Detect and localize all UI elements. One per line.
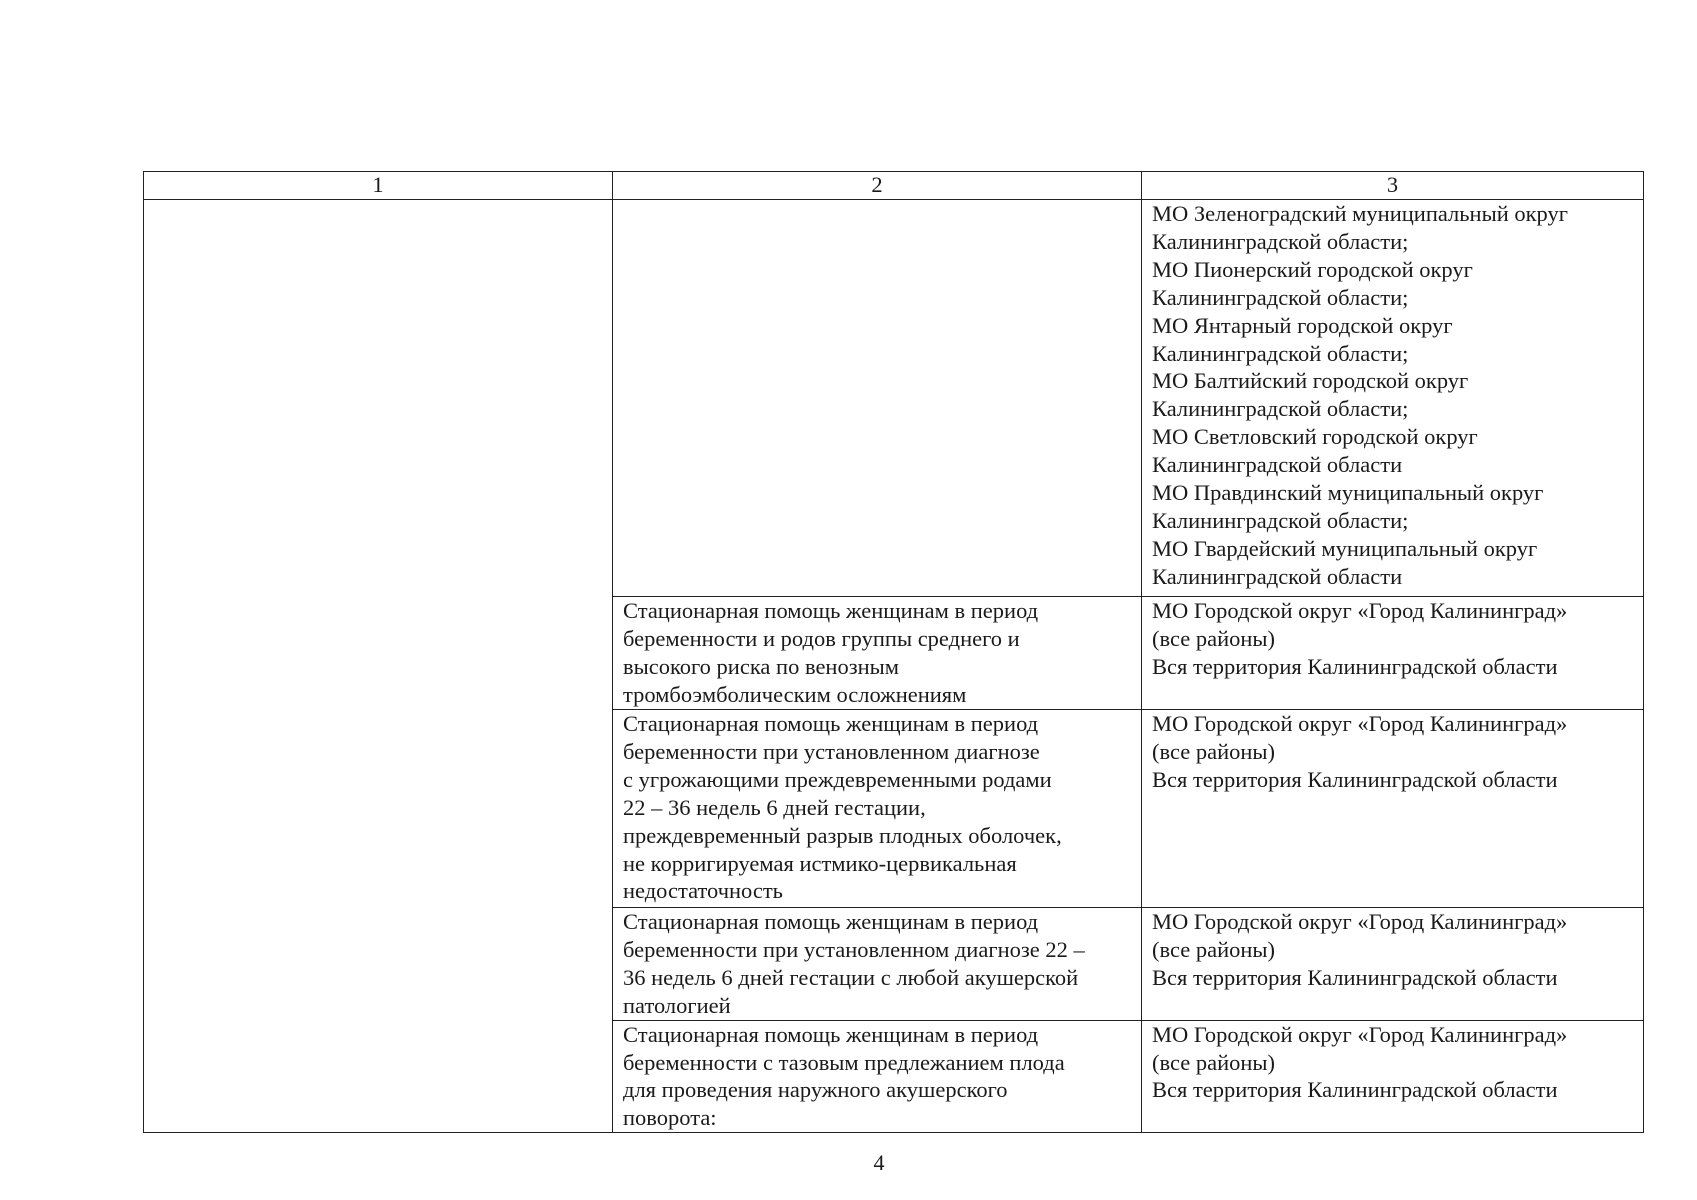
header-col-1: 1 — [144, 172, 613, 200]
service-description — [613, 200, 1142, 597]
service-description: Стационарная помощь женщинам в период беременности и родов группы среднего и высокого риска по венозным тромбоэмболическим осложнениям — [613, 597, 1142, 710]
territory-list: МО Городской округ «Город Калининград» (все районы) Вся территория Калининградской области — [1142, 1020, 1644, 1133]
territory-list: МО Зеленоградский муниципальный округ Калининградской области; МО Пионерский городской округ Калининградской области; МО Янтарный городской округ Калининградской области; МО Балтийский городской округ Калининградской области; МО Светловский городской округ Калининградской области МО Правдинский муниципальный округ Калининградской области; МО Гвардейский муниципальный округ Калининградской области — [1142, 200, 1644, 597]
territory-list: МО Городской округ «Город Калининград» (все районы) Вся территория Калининградской области — [1142, 710, 1644, 908]
page-number: 4 — [873, 1150, 885, 1175]
service-description: Стационарная помощь женщинам в период беременности с тазовым предлежанием плода для проведения наружного акушерского поворота: — [613, 1020, 1142, 1133]
territory-list: МО Городской округ «Город Калининград» (все районы) Вся территория Калининградской области — [1142, 597, 1644, 710]
table-row — [144, 200, 1644, 597]
continuation-table — [143, 171, 1644, 1133]
header-col-3: 3 — [1142, 172, 1644, 200]
header-row — [144, 172, 1644, 200]
service-description: Стационарная помощь женщинам в период беременности при установленном диагнозе 22 – 36 недель 6 дней гестации с любой акушерской патологией — [613, 908, 1142, 1021]
territory-list: МО Городской округ «Город Калининград» (все районы) Вся территория Калининградской области — [1142, 908, 1644, 1021]
header-col-2: 2 — [613, 172, 1142, 200]
service-description: Стационарная помощь женщинам в период беременности при установленном диагнозе с угрожающими преждевременными родами 22 – 36 недель 6 дней гестации, преждевременный разрыв плодных оболочек, не корригируемая истмико-цервикальная недостаточность — [613, 710, 1142, 908]
col1-merged-empty-cell — [144, 200, 613, 1133]
